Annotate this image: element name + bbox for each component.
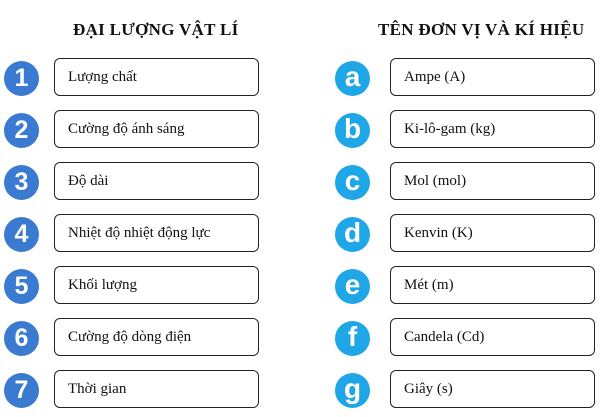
number-badge: 4 xyxy=(4,217,39,252)
quantities-column-title: ĐẠI LƯỢNG VẬT LÍ xyxy=(73,20,239,39)
quantity-box: Lượng chất xyxy=(54,58,259,96)
quantity-item xyxy=(4,368,260,412)
unit-item xyxy=(335,264,597,308)
quantity-item xyxy=(4,56,260,100)
unit-item xyxy=(335,316,597,360)
number-badge: 3 xyxy=(4,165,39,200)
unit-item xyxy=(335,368,597,412)
quantity-item xyxy=(4,212,260,256)
unit-item xyxy=(335,160,597,204)
unit-item xyxy=(335,56,597,100)
number-badge: 6 xyxy=(4,321,39,356)
number-badge: 2 xyxy=(4,113,39,148)
unit-box: Kenvin (K) xyxy=(390,214,595,252)
number-badge: 1 xyxy=(4,61,39,96)
quantity-item xyxy=(4,264,260,308)
quantity-box: Thời gian xyxy=(54,370,259,408)
letter-badge: f xyxy=(335,321,370,356)
letter-badge: g xyxy=(335,373,370,408)
quantity-box: Khối lượng xyxy=(54,266,259,304)
unit-box: Giây (s) xyxy=(390,370,595,408)
unit-box: Candela (Cd) xyxy=(390,318,595,356)
unit-box: Ki-lô-gam (kg) xyxy=(390,110,595,148)
letter-badge: d xyxy=(335,217,370,252)
unit-box: Mét (m) xyxy=(390,266,595,304)
number-badge: 7 xyxy=(4,373,39,408)
letter-badge: b xyxy=(335,113,370,148)
unit-item xyxy=(335,108,597,152)
quantity-box: Nhiệt độ nhiệt động lực xyxy=(54,214,259,252)
letter-badge: e xyxy=(335,269,370,304)
quantity-box: Cường độ dòng điện xyxy=(54,318,259,356)
number-badge: 5 xyxy=(4,269,39,304)
unit-box: Ampe (A) xyxy=(390,58,595,96)
quantity-item xyxy=(4,108,260,152)
quantity-item xyxy=(4,160,260,204)
letter-badge: c xyxy=(335,165,370,200)
unit-item xyxy=(335,212,597,256)
quantity-box: Cường độ ánh sáng xyxy=(54,110,259,148)
letter-badge: a xyxy=(335,61,370,96)
units-column-title: TÊN ĐƠN VỊ VÀ KÍ HIỆU xyxy=(378,20,585,39)
quantity-item xyxy=(4,316,260,360)
unit-box: Mol (mol) xyxy=(390,162,595,200)
quantity-box: Độ dài xyxy=(54,162,259,200)
